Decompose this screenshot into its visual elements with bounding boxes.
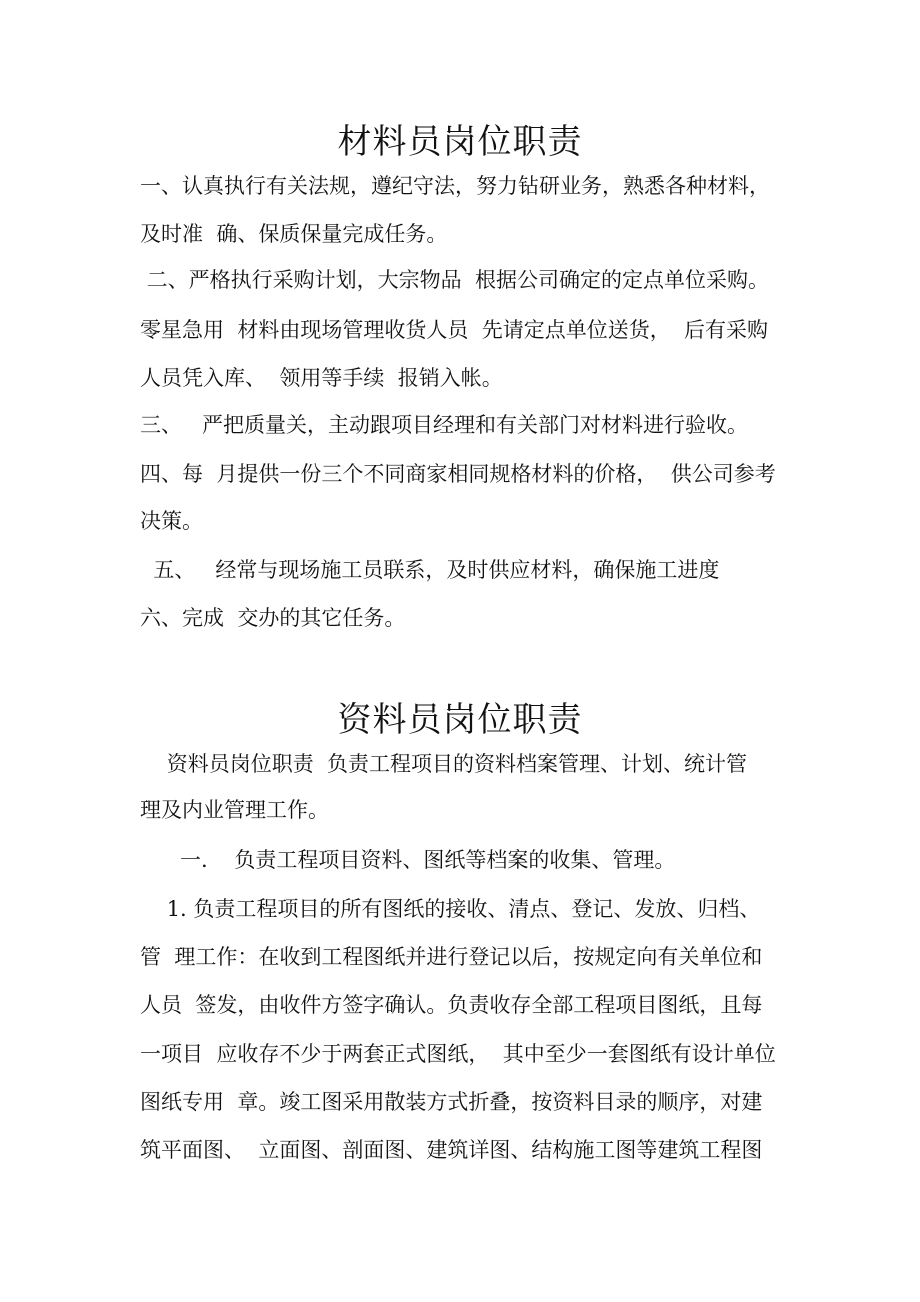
materials-line-4: 零星急用 材料由现场管理收货人员 先请定点单位送货， 后有采购 [140, 318, 769, 342]
documents-line-3: 一. 负责工程项目资料、图纸等档案的收集、管理。 [140, 848, 676, 872]
section-title-documents: 资料员岗位职责 [337, 700, 583, 740]
documents-line-5: 管 理工作：在收到工程图纸并进行登记以后，按规定向有关单位和 [140, 945, 763, 969]
documents-line-9: 筑平面图、 立面图、剖面图、建筑详图、结构施工图等建筑工程图 [140, 1138, 763, 1162]
materials-line-8: 决策。 [140, 509, 203, 533]
materials-line-1: 一、认真执行有关法规，遵纪守法，努力钻研业务，熟悉各种材料， [140, 174, 770, 198]
materials-line-6: 三、 严把质量关，主动跟项目经理和有关部门对材料进行验收。 [140, 413, 749, 437]
documents-line-4: 1. 负责工程项目的所有图纸的接收、清点、登记、发放、归档、 [140, 897, 761, 921]
documents-line-8: 图纸专用 章。竣工图采用散装方式折叠，按资料目录的顺序，对建 [140, 1090, 763, 1114]
materials-line-5: 人员凭入库、 领用等手续 报销入帐。 [140, 366, 503, 390]
documents-line-7: 一项目 应收存不少于两套正式图纸， 其中至少一套图纸有设计单位 [140, 1042, 776, 1066]
materials-line-7: 四、每 月提供一份三个不同商家相同规格材料的价格， 供公司参考 [140, 462, 776, 486]
documents-line-6: 人员 签发，由收件方签字确认。负责收存全部工程项目图纸，且每 [140, 993, 763, 1017]
documents-line-1: 资料员岗位职责 负责工程项目的资料档案管理、计划、统计管 [140, 752, 748, 776]
section-title-materials: 材料员岗位职责 [337, 122, 583, 162]
materials-line-2: 及时准 确、保质保量完成任务。 [140, 222, 448, 246]
materials-line-3: 二、严格执行采购计划，大宗物品 根据公司确定的定点单位采购。 [140, 268, 770, 292]
materials-line-10: 六、完成 交办的其它任务。 [140, 606, 406, 630]
materials-line-9: 五、 经常与现场施工员联系，及时供应材料，确保施工进度 [140, 558, 720, 582]
documents-line-2: 理及内业管理工作。 [140, 798, 329, 822]
